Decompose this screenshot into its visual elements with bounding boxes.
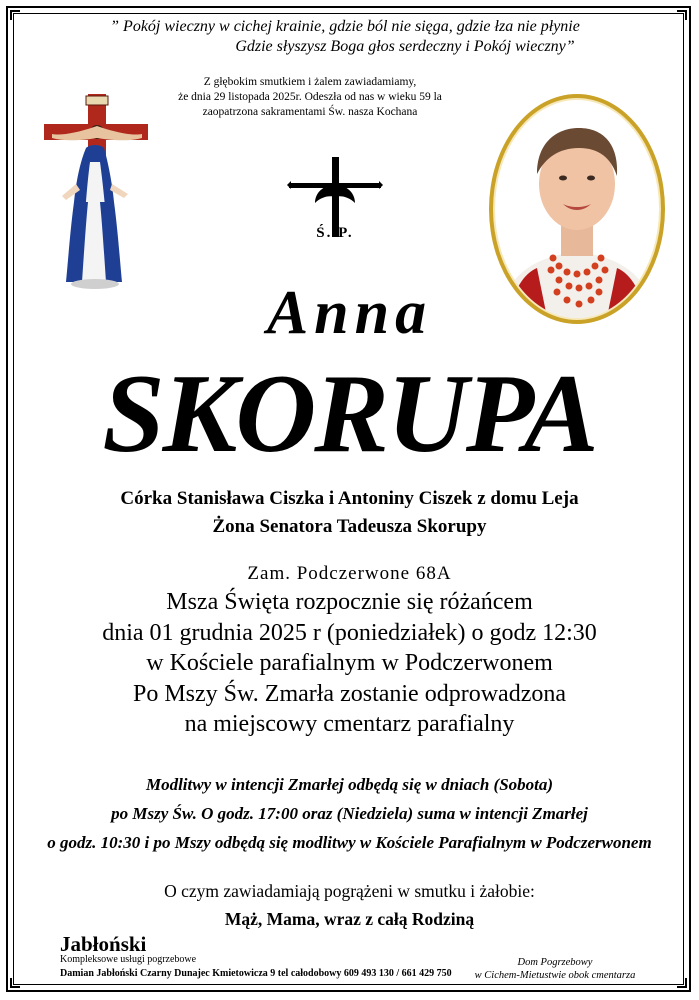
poem-line: Gdzie słyszysz Boga głos serdeczny i Pokój wieczny”	[235, 38, 575, 55]
funeral-service-contact: Damian Jabłoński Czarny Dunajec Kmietowicza 9 tel całodobowy 609 493 130 / 661 429 750	[60, 968, 452, 979]
mass-line: Po Mszy Św. Zmarła zostanie odprowadzona	[132, 680, 566, 707]
mourners-text: Mąż, Mama, wraz z całą Rodziną	[224, 909, 475, 929]
notification-text: O czym zawiadamiają pogrążeni w smutku i żałobie:	[164, 881, 535, 901]
funeral-service-logo: Jabłoński	[60, 932, 147, 956]
prayer-line: o godz. 10:30 i po Mszy odbędą się modlitwy w Kościele Parafialnym w Podczerwonem	[47, 833, 652, 852]
poem-line: ” Pokój wieczny w cichej krainie, gdzie ból nie sięga, gdzie łza nie płynie	[110, 18, 580, 35]
deceased-surname: SKORUPA	[102, 352, 597, 476]
funeral-service-subtitle: Kompleksowe usługi pogrzebowe	[60, 954, 197, 965]
funeral-details	[0, 561, 699, 740]
mass-line: w Kościele parafialnym w Podczerwonem	[146, 650, 553, 676]
prayer-line: po Mszy Św. O godz. 17:00 oraz (Niedziela) suma w intencji Zmarłej	[111, 804, 588, 823]
funeral-home-location: w Cichem-Mietustwie obok cmentarza	[474, 970, 636, 981]
prayer-schedule	[0, 770, 699, 857]
residence-address: Zam. Podczerwone 68A	[247, 563, 452, 584]
mass-line: Msza Święta rozpocznie się różańcem	[166, 589, 533, 615]
intro-line: Z głębokim smutkiem i żalem zawiadamiamy,	[203, 76, 417, 88]
deceased-first-name: Anna	[266, 279, 433, 347]
mass-line: na miejscowy cmentarz parafialny	[184, 711, 515, 737]
intro-line: że dnia 29 listopada 2025r. Odeszła od nas w wieku 59 la	[178, 91, 442, 103]
crucifix-madonna-image	[40, 92, 150, 292]
announcement-intro	[150, 75, 470, 120]
relation-line: Córka Stanisława Ciszka i Antoniny Ciszek z domu Leja	[120, 488, 579, 509]
prayer-line: Modlitwy w intencji Zmarłej odbędą się w dniach (Sobota)	[145, 775, 554, 794]
mass-line: dnia 01 grudnia 2025 r (poniedziałek) o godz 12:30	[102, 619, 597, 646]
sp-abbreviation: Ś. P.	[316, 225, 354, 241]
family-relations	[0, 485, 699, 541]
poem-verse	[20, 17, 670, 57]
funeral-home-name: Dom Pogrzebowy	[517, 957, 593, 968]
intro-line: zaopatrzona sakramentami Św. nasza Kochana	[202, 106, 418, 118]
relation-line: Żona Senatora Tadeusza Skorupy	[212, 516, 487, 537]
